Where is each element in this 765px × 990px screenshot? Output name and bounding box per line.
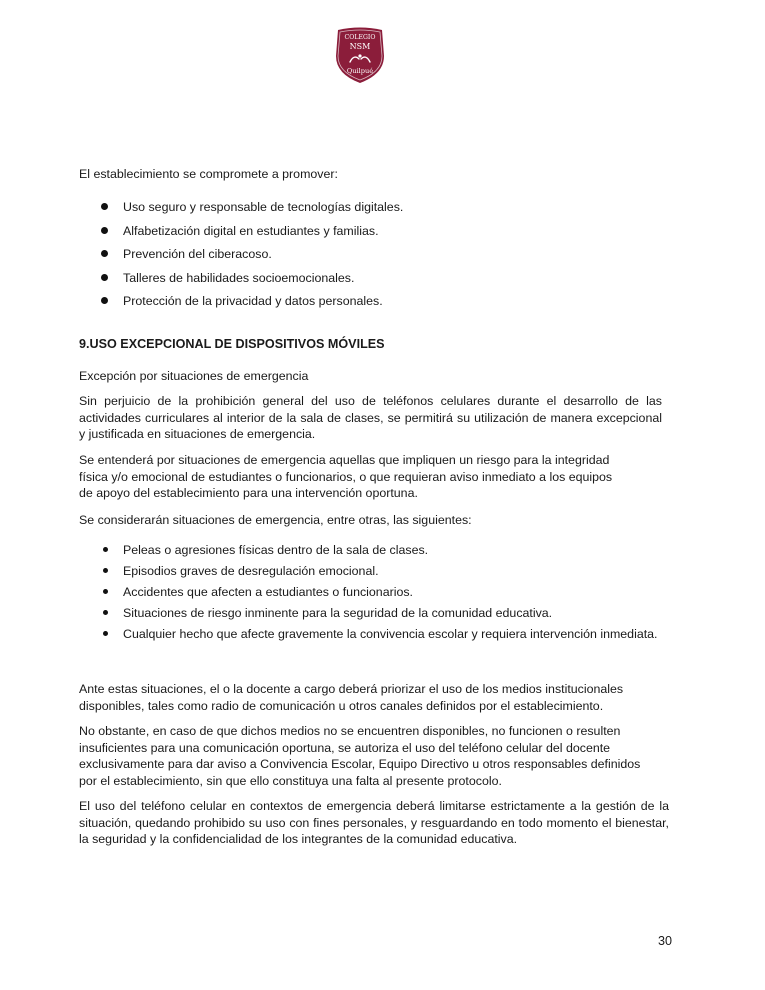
- list-item: Episodios graves de desregulación emocional.: [79, 563, 739, 584]
- bullet-icon: [103, 610, 108, 615]
- paragraph-5: [79, 723, 699, 789]
- paragraph-1: Sin perjuicio de la prohibición general del uso de teléfonos celulares durante el desarrollo de las actividades curriculares al interior de la sala de clases, se permitirá su utilización de manera excepcional y justificada en situaciones de emergencia.: [79, 394, 662, 441]
- list-item: Prevención del ciberacoso.: [79, 246, 699, 270]
- paragraph-line: Se entenderá por situaciones de emergencia aquellas que impliquen un riesgo para la integridad: [79, 453, 610, 467]
- paragraph-line: de apoyo del establecimiento para una intervención oportuna.: [79, 486, 418, 500]
- list-item: Alfabetización digital en estudiantes y familias.: [79, 223, 699, 247]
- bullet-icon: [101, 297, 108, 304]
- list-item: Cualquier hecho que afecte gravemente la convivencia escolar y requiera intervención inmediata.: [79, 626, 739, 647]
- paragraph-3: Se considerarán situaciones de emergencia, entre otras, las siguientes:: [79, 513, 472, 527]
- logo-line-colegio: COLEGIO: [344, 34, 376, 41]
- logo-line-nsm: NSM: [349, 42, 371, 51]
- list-item: Peleas o agresiones físicas dentro de la sala de clases.: [79, 542, 739, 563]
- paragraph-2: [79, 452, 679, 502]
- paragraph-4: [79, 681, 699, 714]
- bullet-icon: [103, 631, 108, 636]
- bullet-icon: [103, 589, 108, 594]
- bullet-icon: [101, 203, 108, 210]
- promote-list: [79, 199, 699, 317]
- paragraph-line: No obstante, en caso de que dichos medios no se encuentren disponibles, no funcionen o resulten: [79, 724, 621, 738]
- paragraph-line: física y/o emocional de estudiantes o funcionarios, o que requieran aviso inmediato a los equipos: [79, 469, 613, 484]
- logo-line-quilpue: Quilpué: [346, 67, 374, 75]
- paragraph-line: exclusivamente para dar aviso a Convivencia Escolar, Equipo Directivo u otros responsables definidos: [79, 757, 641, 771]
- paragraph-line: por el establecimiento, sin que ello constituya una falta al presente protocolo.: [79, 773, 502, 788]
- paragraph-6: El uso del teléfono celular en contextos de emergencia deberá limitarse estrictamente a la gestión de la situación, quedando prohibido su uso con fines personales, y resguardando en todo momento el bienestar, la seguridad y la confidencialidad de los integrantes de la comunidad educativa.: [79, 799, 669, 846]
- list-item: Uso seguro y responsable de tecnologías digitales.: [79, 199, 699, 223]
- bullet-icon: [101, 274, 108, 281]
- bullet-icon: [101, 250, 108, 257]
- paragraph-line: Ante estas situaciones, el o la docente a cargo deberá priorizar el uso de los medios institucionales: [79, 682, 624, 696]
- list-item: Talleres de habilidades socioemocionales.: [79, 270, 699, 294]
- intro-text: El establecimiento se compromete a promover:: [79, 167, 338, 181]
- paragraph-line: disponibles, tales como radio de comunicación u otros canales definidos por el establecimiento.: [79, 698, 604, 713]
- emergency-list: [79, 542, 739, 647]
- page-number: 30: [658, 933, 673, 948]
- bullet-icon: [103, 547, 108, 552]
- school-logo: [332, 26, 388, 84]
- paragraph-line: insuficientes para una comunicación oportuna, se autoriza el uso del teléfono celular del docente: [79, 740, 611, 755]
- list-item: Situaciones de riesgo inminente para la seguridad de la comunidad educativa.: [79, 605, 739, 626]
- list-item: Protección de la privacidad y datos personales.: [79, 293, 699, 317]
- bullet-icon: [103, 568, 108, 573]
- subheading: Excepción por situaciones de emergencia: [79, 369, 309, 383]
- section-heading: 9.USO EXCEPCIONAL DE DISPOSITIVOS MÓVILES: [79, 337, 385, 351]
- list-item: Accidentes que afecten a estudiantes o funcionarios.: [79, 584, 739, 605]
- bullet-icon: [101, 227, 108, 234]
